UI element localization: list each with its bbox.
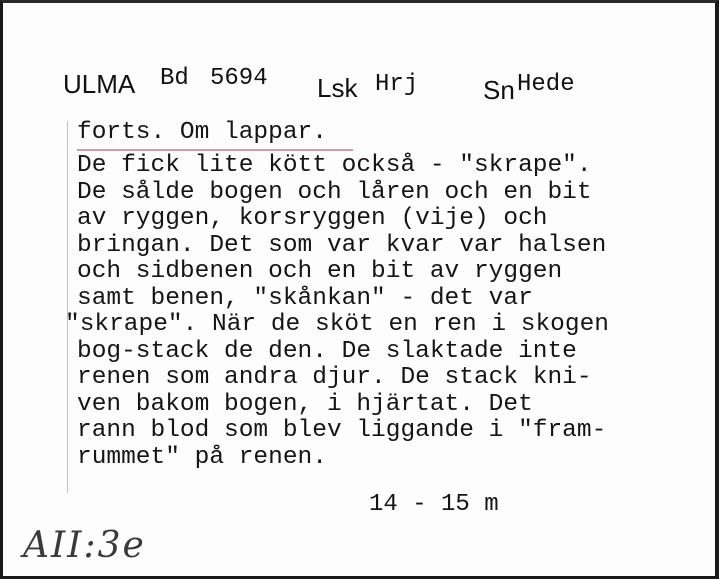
body-line: ven bakom bogen, i hjärtat. Det bbox=[77, 390, 533, 418]
body-line: De fick lite kött också - "skrape". bbox=[77, 152, 592, 179]
body-line: De sålde bogen och låren och en bit bbox=[77, 178, 592, 206]
margin-rule bbox=[67, 121, 68, 493]
body-line: och sidbenen och en bit av ryggen bbox=[77, 258, 563, 285]
page-range: 14 - 15 m bbox=[369, 491, 499, 518]
body-line: bog-stack de den. De slaktade inte bbox=[77, 337, 577, 365]
body-line: rummet" på renen. bbox=[77, 443, 327, 471]
lsk-value: Hrj bbox=[375, 71, 419, 98]
card-body-text bbox=[65, 152, 609, 471]
lsk-label: Lsk bbox=[317, 73, 358, 103]
body-line: rann blod som blev liggande i "fram- bbox=[77, 417, 607, 444]
body-line: "skrape". När de sköt en ren i skogen bbox=[65, 311, 609, 338]
subject-heading: forts. Om lappar. bbox=[77, 119, 327, 146]
body-line: bringan. Det som var kvar var halsen bbox=[77, 231, 607, 259]
subject-underline bbox=[77, 149, 353, 151]
handwritten-classification: AII:3e bbox=[23, 525, 146, 566]
record-prefix: Bd bbox=[160, 65, 189, 92]
sn-label: Sn bbox=[483, 75, 515, 105]
body-line: samt benen, "skånkan" - det var bbox=[77, 284, 533, 312]
archive-label: ULMA bbox=[63, 69, 136, 99]
body-line: renen som andra djur. De stack kni- bbox=[77, 364, 592, 391]
body-line: av ryggen, korsryggen (vije) och bbox=[77, 205, 548, 232]
sn-value: Hede bbox=[517, 71, 575, 98]
record-number: 5694 bbox=[210, 65, 268, 92]
